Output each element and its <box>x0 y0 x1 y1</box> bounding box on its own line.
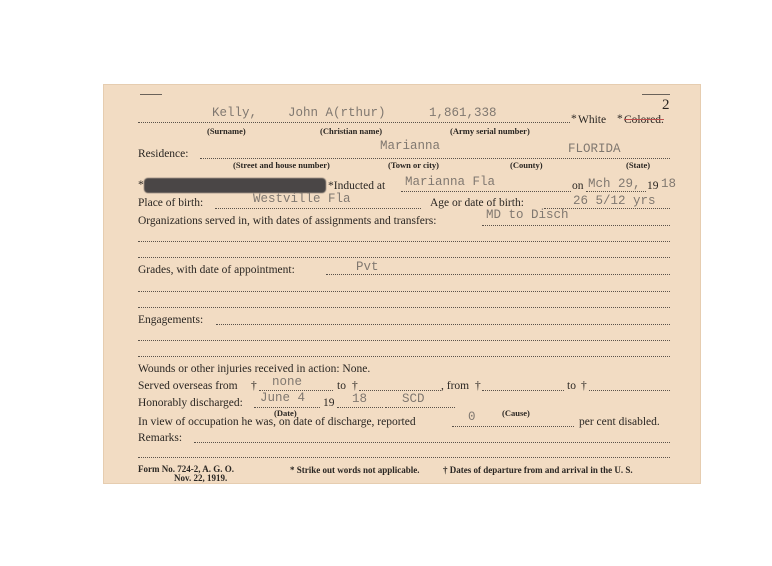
birth-place-line <box>215 208 421 209</box>
discharge-year-line <box>337 407 383 408</box>
grades-value: Pvt <box>356 260 379 274</box>
organizations-line-3 <box>138 257 670 258</box>
serial-caption: (Army serial number) <box>450 126 530 136</box>
remarks-label: Remarks: <box>138 432 183 444</box>
race-asterisk-2: * <box>617 113 623 125</box>
on-label: on <box>572 180 584 192</box>
age-label: Age or date of birth: <box>430 197 524 209</box>
inducted-at-label: *Inducted at <box>328 180 386 192</box>
remarks-line-2 <box>138 457 670 458</box>
overseas-from2-line <box>482 390 564 391</box>
top-right-mark <box>642 94 670 95</box>
engagements-line-2 <box>138 340 670 341</box>
overseas-from2-label: , from <box>441 380 470 392</box>
age-value: 26 5/12 yrs <box>573 194 656 208</box>
service-record-card <box>103 84 701 484</box>
surname-caption: (Surname) <box>207 126 246 136</box>
engagements-line-3 <box>138 356 670 357</box>
overseas-from-value: none <box>272 375 303 389</box>
race-asterisk: * <box>571 113 577 125</box>
dagger-4: † <box>581 380 587 392</box>
disability-line <box>452 426 574 427</box>
organizations-line-2 <box>138 241 670 242</box>
disability-label: In view of occupation he was, on date of discharge, reported <box>138 416 416 428</box>
honorably-discharged-label: Honorably discharged: <box>138 397 243 409</box>
inducted-date-line <box>586 191 646 192</box>
overseas-to2-label: to <box>567 380 576 392</box>
form-number: Form No. 724-2, A. G. O. <box>138 464 234 474</box>
overseas-to-line <box>359 390 441 391</box>
place-of-birth-label: Place of birth: <box>138 197 204 209</box>
remarks-line-1 <box>194 442 670 443</box>
discharge-year-prefix: 19 <box>323 397 335 409</box>
county-caption: (County) <box>510 160 543 170</box>
organizations-value: MD to Disch <box>486 208 569 222</box>
overseas-to-label: to <box>337 380 346 392</box>
inducted-place-line <box>401 191 571 192</box>
dagger-1: † <box>251 380 257 392</box>
organizations-line-1 <box>482 225 670 226</box>
discharge-year-value: 18 <box>352 392 368 406</box>
christian-name-caption: (Christian name) <box>320 126 383 136</box>
served-overseas-label: Served overseas from <box>138 380 238 392</box>
redaction-mark <box>144 178 326 193</box>
dagger-2: † <box>352 380 358 392</box>
surname-value: Kelly, <box>212 106 258 120</box>
induction-year-prefix: 19 <box>647 180 659 192</box>
town-caption: (Town or city) <box>388 160 439 170</box>
dagger-note: † Dates of departure from and arrival in the U. S. <box>443 465 633 475</box>
organizations-label: Organizations served in, with dates of assignments and transfers: <box>138 215 437 227</box>
enlisted-asterisk: * <box>138 179 144 191</box>
grades-line-3 <box>138 307 670 308</box>
discharge-cause-line <box>385 407 455 408</box>
discharge-date-value: June 4 <box>260 391 306 405</box>
inducted-date-value: Mch 29, <box>588 177 641 191</box>
wounds-label: Wounds or other injuries received in action: None. <box>138 363 371 375</box>
grades-line-2 <box>138 291 670 292</box>
residence-label: Residence: <box>138 148 189 160</box>
residence-state-value: FLORIDA <box>568 142 621 156</box>
dagger-3: † <box>475 380 481 392</box>
discharge-date-caption: (Date) <box>274 408 297 418</box>
overseas-to2-line <box>589 390 670 391</box>
disability-value: 0 <box>468 410 476 424</box>
disabled-suffix: per cent disabled. <box>579 416 660 428</box>
christian-name-value: John A(rthur) <box>288 106 386 120</box>
discharge-cause-value: SCD <box>402 392 425 406</box>
form-date: Nov. 22, 1919. <box>174 473 228 483</box>
grades-label: Grades, with date of appointment: <box>138 264 295 276</box>
discharge-cause-caption: (Cause) <box>502 408 530 418</box>
corner-number: 2 <box>662 97 670 113</box>
place-of-birth-value: Westville Fla <box>253 192 351 206</box>
engagements-line-1 <box>216 324 670 325</box>
engagements-label: Engagements: <box>138 314 204 326</box>
residence-line <box>200 158 670 159</box>
residence-town-value: Marianna <box>380 139 441 153</box>
street-caption: (Street and house number) <box>233 160 330 170</box>
top-left-mark <box>140 94 162 95</box>
induction-year-value: 18 <box>661 177 677 191</box>
strike-note: * Strike out words not applicable. <box>290 465 420 475</box>
inducted-place-value: Marianna Fla <box>405 175 496 189</box>
colored-label: Colored. <box>624 114 664 126</box>
serial-number-value: 1,861,338 <box>429 106 497 120</box>
white-label: White <box>578 114 607 126</box>
grades-line-1 <box>326 274 670 275</box>
name-line <box>138 122 570 123</box>
state-caption: (State) <box>626 160 651 170</box>
